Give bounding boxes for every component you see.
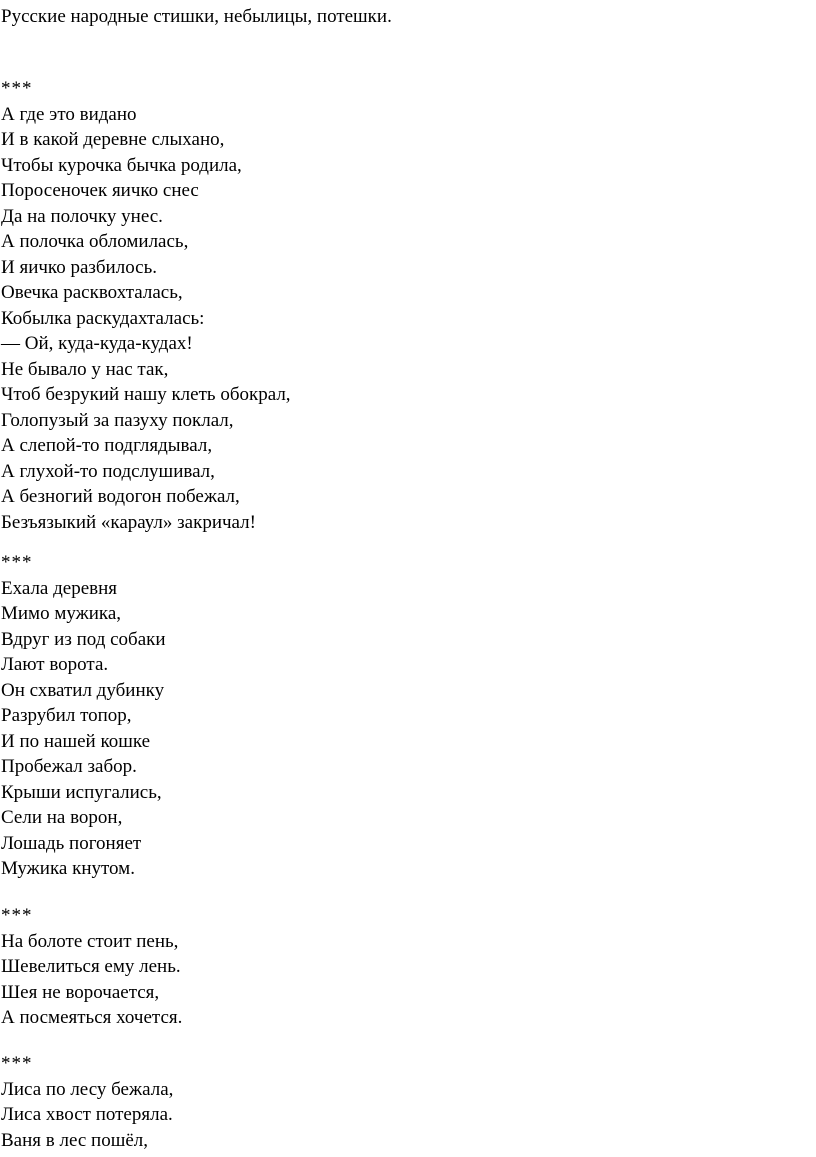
stanza-separator: *** [1, 905, 33, 926]
stanza-separator: *** [1, 78, 33, 99]
poem-line: Чтобы курочка бычка родила, [1, 154, 242, 176]
poem-line: А слепой-то подглядывал, [1, 435, 213, 456]
poem-line: И по нашей кошке [1, 730, 151, 752]
stanza [1, 903, 182, 1031]
poem-line: Лошадь погоняет [1, 832, 142, 854]
poem-line: Сели на ворон, [1, 807, 123, 828]
poem-line: Пробежал забор. [1, 756, 137, 777]
document-title: Русские народные стишки, небылицы, потешки. [1, 6, 392, 27]
poem-line: Ехала деревня [1, 577, 118, 599]
poem-line: А глухой-то подслушивал, [1, 460, 215, 482]
stanza [1, 550, 166, 882]
poem-line: Шевелиться ему лень. [1, 956, 181, 977]
poem-line: — Ой, куда-куда-кудах! [1, 333, 193, 354]
poem-line: Да на полочку унес. [1, 205, 163, 227]
poem-line: Лают ворота. [1, 654, 109, 675]
poem-line: Лиса хвост потеряла. [1, 1104, 173, 1125]
stanza [1, 76, 291, 535]
poem-line: Голопузый за пазуху поклал, [1, 409, 234, 431]
poem-line: Мимо мужика, [1, 603, 122, 624]
poem-line: Лиса по лесу бежала, [1, 1078, 174, 1100]
poem-line: Не бывало у нас так, [1, 358, 169, 380]
stanza-separator: *** [1, 552, 33, 573]
poem-line: И яичко разбилось. [1, 256, 158, 278]
poem-line: Разрубил топор, [1, 705, 132, 726]
poem-line: Овечка расквохталась, [1, 282, 183, 303]
poem-line: На болоте стоит пень, [1, 930, 179, 952]
poem-line: Безъязыкий «караул» закричал! [1, 511, 256, 533]
poem-line: Он схватил дубинку [1, 679, 165, 701]
stanza [1, 1051, 173, 1153]
poem-line: Кобылка раскудахталась: [1, 307, 205, 329]
poem-line: Крыши испугались, [1, 781, 162, 803]
poem-line: Поросеночек яичко снес [1, 180, 199, 201]
poem-line: И в какой деревне слыхано, [1, 129, 225, 150]
poem-line: Ваня в лес пошёл, [1, 1129, 149, 1151]
poem-line: А безногий водогон побежал, [1, 486, 240, 507]
poem-line: А где это видано [1, 103, 137, 125]
poem-line: Мужика кнутом. [1, 858, 135, 879]
poem-line: А посмеяться хочется. [1, 1007, 183, 1028]
poem-line: Шея не ворочается, [1, 981, 160, 1003]
poem-line: Чтоб безрукий нашу клеть обокрал, [1, 384, 291, 405]
poem-line: А полочка обломилась, [1, 231, 189, 252]
stanza-separator: *** [1, 1053, 33, 1074]
poem-line: Вдруг из под собаки [1, 628, 166, 650]
